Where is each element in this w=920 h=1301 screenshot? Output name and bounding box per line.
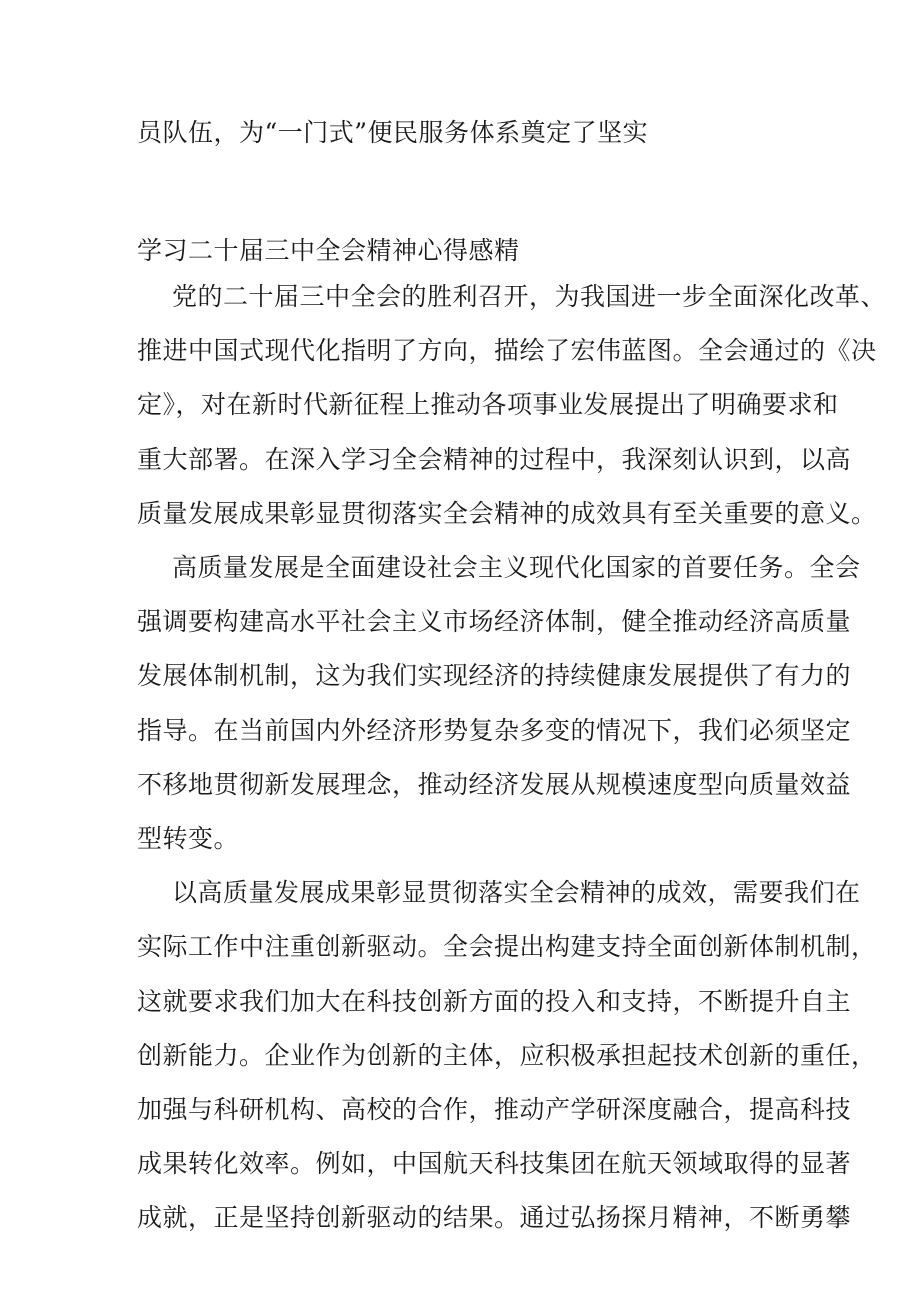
paragraph-1-line-1: 党的二十届三中全会的胜利召开，为我国进一步全面深化改革、 xyxy=(172,282,887,311)
paragraph-3-line-1: 以高质量发展成果彰显贯彻落实全会精神的成效，需要我们在 xyxy=(172,878,861,907)
carry-over-line: 员队伍，为“一门式”便民服务体系奠定了坚实 xyxy=(137,118,649,147)
paragraph-2-line-5: 不移地贯彻新发展理念，推动经济发展从规模速度型向质量效益 xyxy=(137,770,852,799)
paragraph-3-line-2: 实际工作中注重创新驱动。全会提出构建支持全面创新体制机制， xyxy=(137,932,877,961)
paragraph-2-line-3: 发展体制机制，这为我们实现经济的持续健康发展提供了有力的 xyxy=(137,661,852,690)
document-title: 学习二十届三中全会精神心得感精 xyxy=(137,236,520,265)
paragraph-3-line-4: 创新能力。企业作为创新的主体，应积极承担起技术创新的重任， xyxy=(137,1041,877,1070)
paragraph-1-line-3: 定》，对在新时代新征程上推动各项事业发展提出了明确要求和 xyxy=(137,390,839,419)
paragraph-2-line-1: 高质量发展是全面建设社会主义现代化国家的首要任务。全会 xyxy=(172,553,861,582)
paragraph-3-line-6: 成果转化效率。例如，中国航天科技集团在航天领域取得的显著 xyxy=(137,1149,852,1178)
paragraph-2-line-6: 型转变。 xyxy=(137,824,240,853)
paragraph-3-line-5: 加强与科研机构、高校的合作，推动产学研深度融合，提高科技 xyxy=(137,1095,852,1124)
paragraph-2-line-4: 指导。在当前国内外经济形势复杂多变的情况下，我们必须坚定 xyxy=(137,716,852,745)
paragraph-1-line-5: 质量发展成果彰显贯彻落实全会精神的成效具有至关重要的意义。 xyxy=(137,499,877,528)
paragraph-1-line-2: 推进中国式现代化指明了方向，描绘了宏伟蓝图。全会通过的《决 xyxy=(137,336,877,365)
paragraph-2-line-2: 强调要构建高水平社会主义市场经济体制，健全推动经济高质量 xyxy=(137,607,852,636)
paragraph-3-line-3: 这就要求我们加大在科技创新方面的投入和支持，不断提升自主 xyxy=(137,987,852,1016)
paragraph-3-line-7: 成就，正是坚持创新驱动的结果。通过弘扬探月精神，不断勇攀 xyxy=(137,1203,852,1232)
paragraph-1-line-4: 重大部署。在深入学习全会精神的过程中，我深刻认识到，以高 xyxy=(137,445,852,474)
